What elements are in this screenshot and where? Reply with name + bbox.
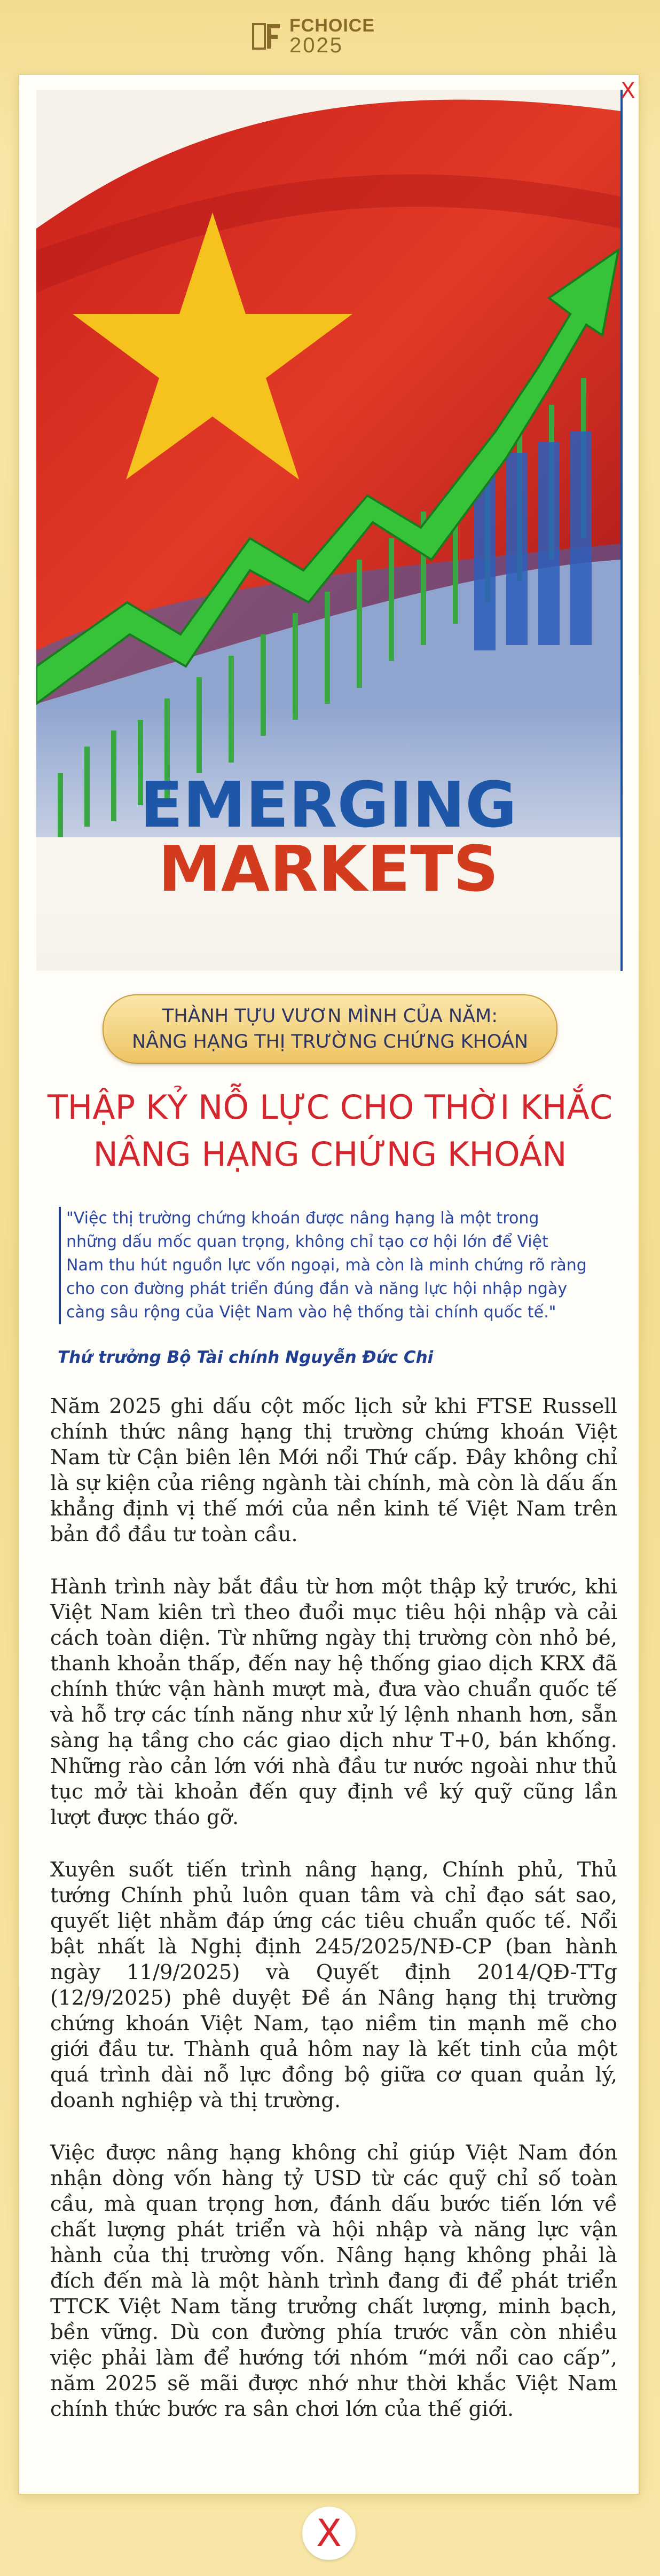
article-headline — [32, 1084, 628, 1178]
body-paragraph-2: Hành trình này bắt đầu từ hơn một thập kỷ trước, khi Việt Nam kiên trì theo đuổi mục tiêu hội nhập và cải cách toàn diện. Từ những ngày thị trường còn nhỏ bé, thanh khoản thấp, đến nay hệ thống giao dịch KRX đã chính thức vận hành mượt mà, đưa vào chuẩn quốc tế và hỗ trợ các tính năng như xử lý lệnh nhanh hơn, sẵn sàng hạ tầng cho các giao dịch như T+0, bán khống. Những rào cản lớn với nhà đầu tư nước ngoài như thủ tục mở tài khoản đến quy định về ký quỹ cũng lần lượt được tháo gỡ. — [50, 1575, 617, 1829]
top-banner — [0, 0, 660, 75]
quote-author: Thứ trưởng Bộ Tài chính Nguyễn Đức Chi — [58, 1348, 434, 1367]
body-paragraph-3: Xuyên suốt tiến trình nâng hạng, Chính phủ, Thủ tướng Chính phủ luôn quan tâm và chỉ đạo sát sao, quyết liệt nhằm đáp ứng các tiêu chuẩn quốc tế. Nổi bật nhất là Nghị định 245/2025/NĐ-CP (ban hành ngày 11/9/2025) và Quyết định 2014/QĐ-TTg (12/9/2025) phê duyệt Đề án Nâng hạng thị trường chứng khoán Việt Nam, tạo niềm tin mạnh mẽ cho giới đầu tư. Thành quả hôm nay là kết tinh của một quá trình dài nỗ lực đồng bộ giữa cơ quan quản lý, doanh nghiệp và thị trường. — [50, 1858, 617, 2112]
body-paragraph-1: Năm 2025 ghi dấu cột mốc lịch sử khi FTSE Russell chính thức nâng hạng thị trường chứng khoán Việt Nam từ Cận biên lên Mới nổi Thứ cấp. Đây không chỉ là sự kiện của riêng ngành tài chính, mà còn là dấu ấn khẳng định vị thế mới của nền kinh tế Việt Nam trên bản đồ đầu tư toàn cầu. — [50, 1394, 617, 1546]
hero-image — [36, 90, 623, 971]
fchoice-mark-icon — [251, 21, 282, 52]
article-body — [50, 1394, 617, 2449]
quote-line2: những dấu mốc quan trọng, không chỉ tạo cơ hội lớn để Việt — [66, 1232, 548, 1251]
logo-year: 2025 — [289, 34, 343, 57]
quote-line1: "Việc thị trường chứng khoán được nâng hạng là một trong — [66, 1209, 539, 1228]
badge-line2: NÂNG HẠNG THỊ TRƯỜNG CHỨNG KHOÁN — [131, 1031, 529, 1053]
quote-line4: cho con đường phát triển đúng đắn và năng lực hội nhập ngày — [66, 1279, 568, 1298]
quote-line3: Nam thu hút nguồn lực vốn ngoại, mà còn là minh chứng rõ ràng — [66, 1256, 587, 1275]
body-paragraph-4: Việc được nâng hạng không chỉ giúp Việt Nam đón nhận dòng vốn hàng tỷ USD từ các quỹ chỉ số toàn cầu, mà quan trọng hơn, đánh dấu bước tiến lớn về chất lượng phát triển và hội nhập và năng lực vận hành của thị trường vốn. Nâng hạng không phải là đích đến mà là một hành trình đang đi để phát triển TTCK Việt Nam tăng trưởng chất lượng, minh bạch, bền vững. Dù con đường phía trước vẫn còn nhiều việc phải làm để hướng tới nhóm “mới nổi cao cấp”, năm 2025 sẽ mãi được nhớ như thời khắc Việt Nam chính thức bước ra sân chơi lớn của thế giới. — [50, 2141, 617, 2421]
hero-illustration — [36, 90, 620, 971]
fchoice-logo — [251, 15, 411, 58]
close-button-top[interactable]: X — [620, 78, 635, 103]
headline-line2: NÂNG HẠNG CHỨNG KHOÁN — [93, 1135, 567, 1174]
headline-line1: THẬP KỶ NỖ LỰC CHO THỜI KHẮC — [47, 1088, 613, 1127]
category-badge — [103, 994, 557, 1064]
hero-title-line1: EMERGING — [140, 768, 517, 842]
badge-line1: THÀNH TỰU VƯƠN MÌNH CỦA NĂM: — [162, 1006, 498, 1027]
logo-title: FCHOICE — [289, 15, 375, 36]
pull-quote — [59, 1207, 632, 1324]
quote-line5: càng sâu rộng của Việt Nam vào hệ thống tài chính quốc tế." — [66, 1303, 556, 1322]
hero-title-line2: MARKETS — [158, 832, 499, 906]
close-button-bottom[interactable]: X — [302, 2507, 356, 2560]
